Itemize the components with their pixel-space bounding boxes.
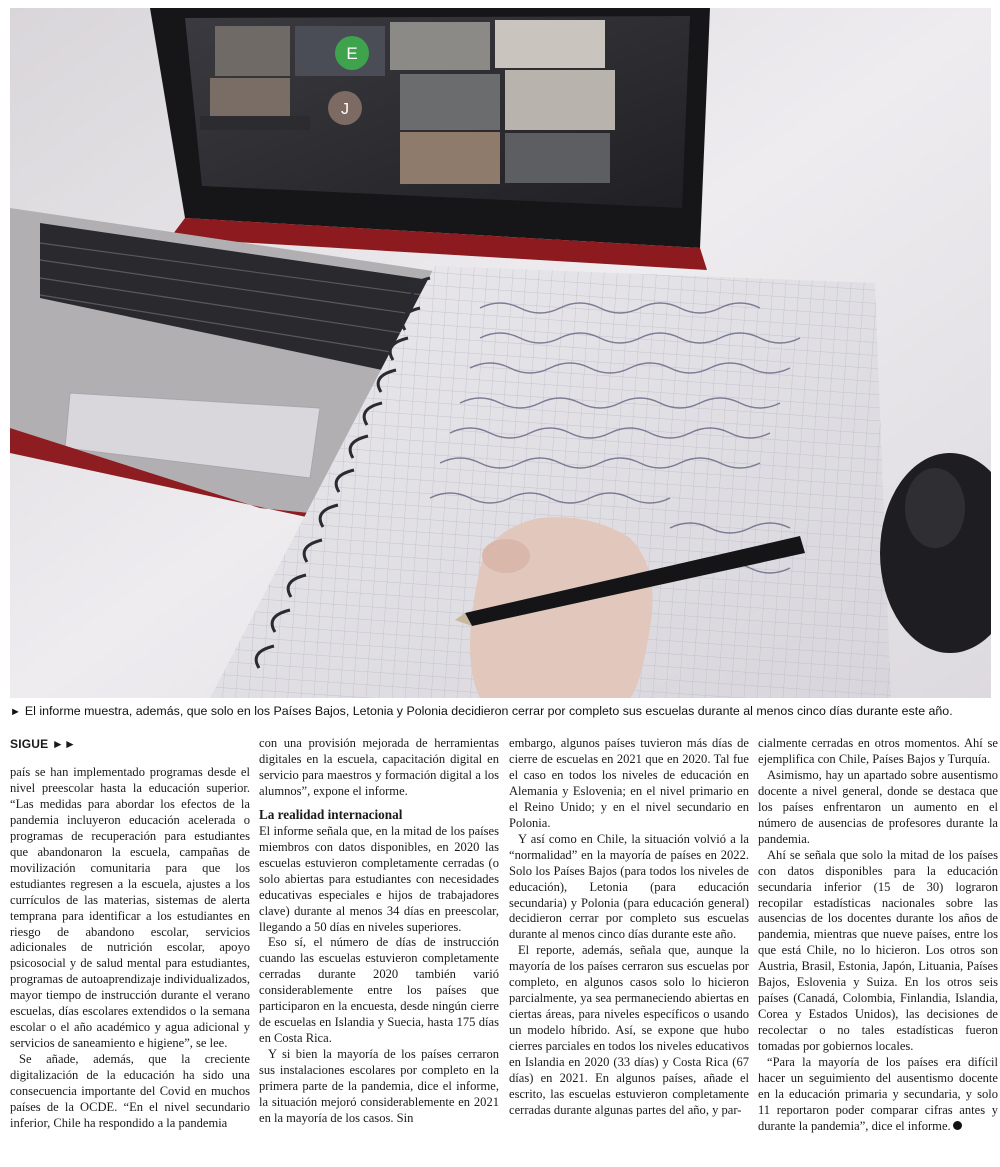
paragraph: con una provisión mejorada de herramientas digitales en la escuela, capacitación digital en servicio para maestros y formación digital a los alumnos”, expone el informe.: [259, 736, 499, 798]
paragraph: embargo, algunos países tuvieron más días de cierre de escuelas en 2021 que en 2020. Tal fue el caso en todos los niveles de educación en Alemania y Eslovenia; en el nivel primario en el Reino Unido; y en el nivel secundario en Polonia.: [509, 736, 749, 830]
laptop-icon: [150, 8, 710, 270]
final-paragraph: [758, 1055, 998, 1135]
svg-text:E: E: [346, 44, 358, 63]
paragraph: El reporte, además, señala que, aunque la mayoría de los países cerraron sus escuelas por completo, en algunos casos solo lo hicieron parcialmente, ya sea permaneciendo abiertas en ciertas áreas, para niveles específicos o usando un modelo híbrido. Así, se expone que hubo cierres parciales en todos los niveles educativos en Islandia en 2020 (33 días) y Costa Rica (67 días) en 2021. En algunos países, añade el escrito, las escuelas estuvieron completamente cerradas durante algunas partes del año, y par-: [509, 943, 749, 1117]
section-subhead: La realidad internacional: [259, 806, 403, 822]
paragraph-text: “Para la mayoría de los países era difícil hacer un seguimiento del ausentismo docente en la educación primaria y secundaria, y solo 11 reportaron poder comparar cifras antes y durante la pandemia”, dice el informe.: [758, 1055, 998, 1133]
paragraph: cialmente cerradas en otros momentos. Ahí se ejemplifica con Chile, Países Bajos y Turquía.: [758, 736, 998, 766]
article-column-2: [259, 736, 499, 1127]
paragraph: país se han implementado programas desde el nivel preescolar hasta la educación superior. “Las medidas para abordar los efectos de la pandemia incluyeron educación acelerada o programas de recuperación para estudiantes que abandonaron la escuela, campañas de movilización comunitaria para que los estudiantes regresen a la escuela, ajustes a los currículos de las materias, sistemas de alerta temprana para identificar a los estudiantes en riesgo de abandono escolar, servicios adicionales de nutrición escolar, apoyo psicosocial y de salud mental para estudiantes, programas de autoaprendizaje individualizados, mayor tiempo de instrucción durante el verano escuelas, días escolares extendidos o la semana escolar o el año académico y agua adicional y servicios de saneamiento e higiene”, se lee.: [10, 765, 250, 1051]
article-column-4: [758, 736, 998, 1135]
photo-caption: [10, 702, 995, 720]
end-of-article-icon: [953, 1121, 962, 1130]
paragraph: Y si bien la mayoría de los países cerraron sus instalaciones escolares por completo en la primera parte de la pandemia, dice el informe, la situación mejoró considerablemente en 2021 en la mayoría de los casos. Sin: [259, 1047, 499, 1125]
caption-marker-icon: ►: [10, 706, 21, 718]
article-column-3: [509, 736, 749, 1119]
paragraph: El informe señala que, en la mitad de los países miembros con datos disponibles, en 2020 las escuelas estuvieron completamente cerradas (o solo abiertas para estudiantes con necesidades educativas especiales e hijos de trabajadores clave) durante al menos 34 días en preescolar, llegando a 50 días en niveles superiores.: [259, 823, 499, 934]
continued-kicker: SIGUE ►►: [10, 737, 77, 751]
svg-text:J: J: [341, 101, 349, 118]
article-column-1: [10, 736, 250, 1132]
article-photo: [10, 8, 991, 698]
paragraph: Eso sí, el número de días de instrucción cuando las escuelas estuvieron completamente cerradas durante 2020 también varió considerablemente entre los países que participaron en la encuesta, desde ningún cierre de escuelas en Islandia y Suecia, hasta 175 días en Costa Rica.: [259, 935, 499, 1046]
caption-text: El informe muestra, además, que solo en los Países Bajos, Letonia y Polonia decidieron cerrar por completo sus escuelas durante al menos cinco días durante este año.: [24, 704, 953, 718]
paragraph: Ahí se señala que solo la mitad de los países con datos disponibles para la educación secundaria inferior (15 de 30) lograron recopilar estadísticas nacionales sobre las ausencias de los docentes durante los años de pandemia, mientras que nueve países, entre los que está Chile, no lo hicieron. Los otros son Austria, Brasil, Estonia, Japón, Lituania, Países Bajos, Eslovenia y Suiza. En los otros seis países (Canadá, Colombia, Finlandia, Islandia, Corea y Estados Unidos), las decisiones de recolectar o no tales estadísticas fueron tomadas por gobiernos locales.: [758, 847, 998, 1054]
paragraph: Se añade, además, que la creciente digitalización de la educación ha sido una consecuencia importante del Covid en muchos países de la OCDE. “En el nivel secundario inferior, Chile ha respondido a la pandemia: [10, 1052, 250, 1130]
paragraph: Y así como en Chile, la situación volvió a la “normalidad” en la mayoría de países en 2022. Solo los Países Bajos (para todos los niveles de educación), Letonia (para educación secundaria) y Polonia (para educación general) decidieron cerrar por completo sus escuelas durante al menos cinco días durante este año.: [509, 831, 749, 942]
photo-illustration: [10, 8, 991, 698]
paragraph: Asimismo, hay un apartado sobre ausentismo docente a nivel general, donde se destaca que los países enfrentaron un aumento en el número de ausencias de profesores durante la pandemia.: [758, 767, 998, 846]
